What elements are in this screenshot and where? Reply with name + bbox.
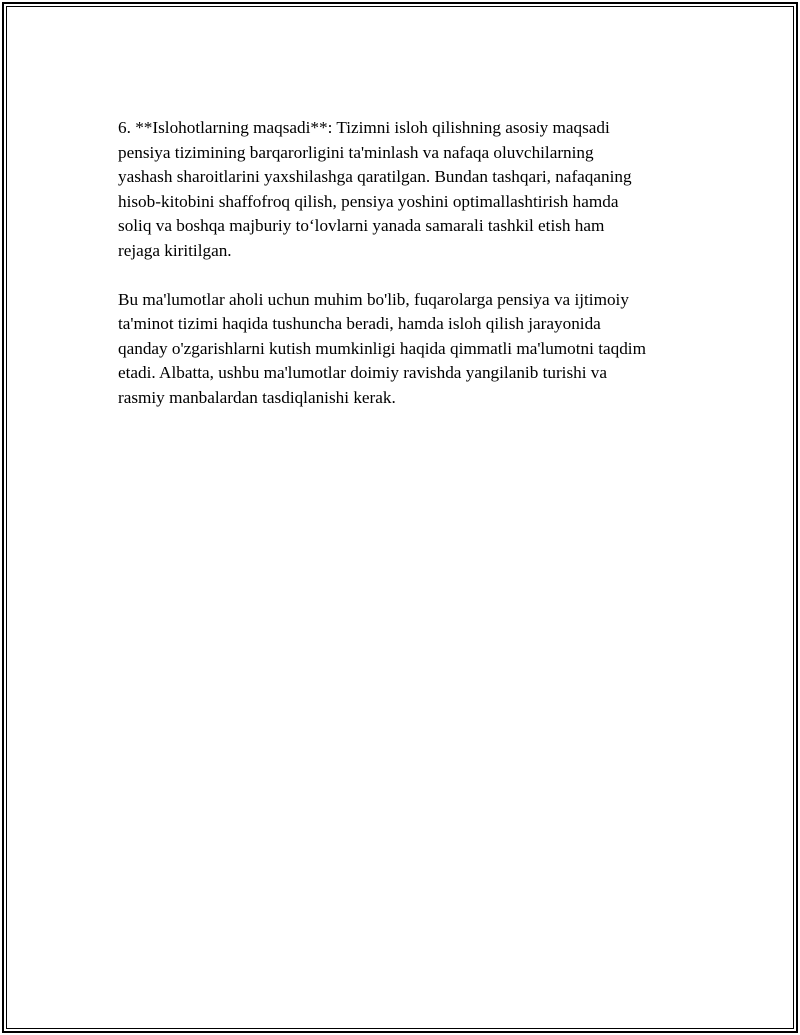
document-body	[118, 116, 708, 435]
paragraph-conclusion: Bu ma'lumotlar aholi uchun muhim bo'lib, fuqarolarga pensiya va ijtimoiy ta'minot tizimi haqida tushuncha beradi, hamda isloh qilish jarayonida qanday o'zgarishlarni kutish mumkinligi haqida qimmatli ma'lumotni taqdim etadi. Albatta, ushbu ma'lumotlar doimiy ravishda yangilanib turishi va rasmiy manbalardan tasdiqlanishi kerak.	[118, 289, 646, 407]
paragraph-reform-goals: 6. **Islohotlarning maqsadi**: Tizimni isloh qilishning asosiy maqsadi pensiya tizimining barqarorligini ta'minlash va nafaqa oluvchilarning yashash sharoitlarini yaxshilashga qaratilgan. Bundan tashqari, nafaqaning hisob-kitobini shaffofroq qilish, pensiya yoshini optimallashtirish hamda soliq va boshqa majburiy to‘lovlarni yanada samarali tashkil etish ham rejaga kiritilgan.	[118, 118, 632, 260]
